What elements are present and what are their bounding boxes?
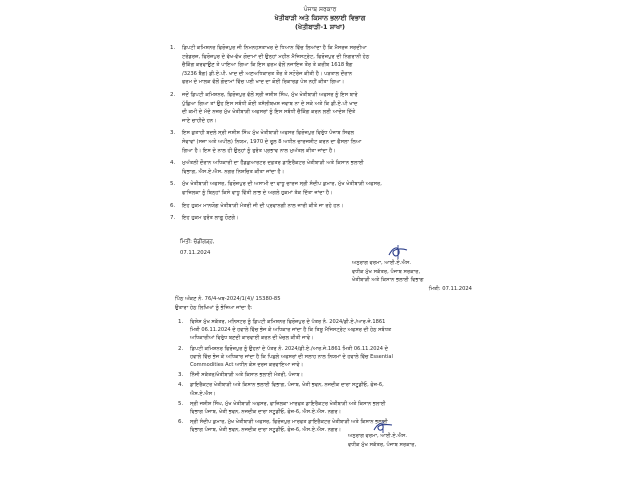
order-text: ਜਦੋਂ ਡਿਪਟੀ ਕਮਿਸ਼ਨਰ, ਫਿਰੋਜ਼ਪੁਰ ਵੱਲੋਂ ਸ੍ਰੀ ਜਸ਼ੀਸ਼ ਸਿੰਘ, ਮੁੱਖ ਖੇਤੀਬਾੜੀ ਅਫਸਰ ਨੂੰ ਇਸ ਬਾਰੇ ਪੁੱਛਿਆ ਗਿਆ ਤਾਂ ਉਹ ਇਸ ਸਬੰਧੀ ਕੋਈ ਤਸੱਲੀਬਖਸ਼ ਜਵਾਬ ਨਾ ਦੇ ਸਕੇ ਅਤੇ ਕਿ ਡੀ.ਏ.ਪੀ ਖਾਦ ਦੀ ਕਮੀ ਦੇ ਮੱਦੇ ਨਜ਼ਰ ਮੁੱਖ ਖੇਤੀਬਾੜੀ ਅਫਸਰਾਂ ਨੂੰ ਇਸ ਸਬੰਧੀ ਚੈਕਿੰਗ ਕਰਨ ਲਈ ਆਦੇਸ਼ ਦਿੱਤੇ ਜਾਣੇ ਚਾਹੀਦੇ ਹਨ। xyxy=(182,91,358,124)
order-item xyxy=(170,44,475,87)
letterhead xyxy=(0,5,640,32)
branch-name: (ਖੇਤੀਬਾੜੀ-1 ਸ਼ਾਖਾ) xyxy=(295,23,345,31)
signature-block-2 xyxy=(348,432,478,450)
signatory-name: ਅਨੁਰਾਗ ਵਰਮਾ, ਆਈ.ਏ.ਐਸ. xyxy=(348,433,408,439)
copy-to-item xyxy=(178,371,478,379)
order-item xyxy=(170,91,475,125)
order-number: 7. xyxy=(170,215,176,222)
order-text: ਇਸ ਕੁਤਾਹੀ ਬਦਲੇ ਸ੍ਰੀ ਜਸ਼ੀਸ਼ ਸਿੰਘ ਮੁੱਖ ਖੇਤੀਬਾੜੀ ਅਫਸਰ ਫਿਰੋਜ਼ਪੁਰ ਵਿਰੁੱਧ ਪੰਜਾਬ ਸਿਵਲ ਸੇਵਾਵਾਂ (ਸਜ਼ਾ ਅਤੇ ਅਪੀਲ) ਨਿਯਮ, 1970 ਦੇ ਰੂਲ 8 ਅਧੀਨ ਚਾਰਜਸ਼ੀਟ ਕਰਨ ਦਾ ਫੈਸਲਾ ਲਿਆ ਗਿਆ ਹੈ। ਇਸ ਦੇ ਨਾਲ ਹੀ ਉਨ੍ਹਾਂ ਨੂੰ ਤੁਰੰਤ ਪ੍ਰਭਾਵ ਨਾਲ ਮੁਅੱਤਲ ਕੀਤਾ ਜਾਂਦਾ ਹੈ। xyxy=(182,130,362,154)
copy-to-text: ਡਿਪਟੀ ਕਮਿਸ਼ਨਰ ਫਿਰੋਜ਼ਪੁਰ ਨੂੰ ਉਹਨਾਂ ਦੇ ਪੱਤਰ ਨੰ. 2024/ਡੀ.ਏ./ਆਰ.ਜੇ.1861 ਮਿਤੀ 06.11.2024 ਦੇ ਹਵਾਲੇ ਵਿੱਚ ਭੇਜ ਕੇ ਅਧਿਕਾਰ ਜਾਂਦਾ ਹੈ ਕਿ ਪਿਛਲੇ ਅਫਸਰਾਂ ਦੀ ਸਲਾਹ ਨਾਲ ਨਿਯਮਾਂ ਦੇ ਹਵਾਲੇ ਵਿੱਚ Essential Commodities Act ਅਧੀਨ ਕੇਸ ਦਰਜ ਕਰਵਾਇਆ ਜਾਵੇ। xyxy=(190,345,393,369)
order-text: ਇਹ ਹੁਕਮ ਤੁਰੰਤ ਲਾਗੂ ਹੋਣਗੇ। xyxy=(182,215,239,222)
order-number: 1. xyxy=(170,45,176,51)
order-number: 4. xyxy=(170,160,176,167)
order-number: 6. xyxy=(170,202,176,209)
copy-to-number: 3. xyxy=(178,372,184,379)
copy-to-text: ਵਿਸ਼ੇਸ਼ ਮੁੱਖ ਸਕੱਤਰ, ਮਨਿਸਟਰ ਨੂੰ ਡਿਪਟੀ ਕਮਿਸ਼ਨਰ ਫਿਰੋਜ਼ਪੁਰ ਦੇ ਪੱਤਰ ਨੰ. 2024/ਡੀ.ਏ./ਆਰ.ਜੇ.1861 ਮਿਤੀ 06.11.2024 ਦੇ ਹਵਾਲੇ ਵਿੱਚ ਭੇਜ ਕੇ ਅਧਿਕਾਰ ਜਾਂਦਾ ਹੈ ਕਿ ਤਿਸ਼ੂ ਮੈਜਿਸਟ੍ਰੇਟ ਅਫਸਰ ਦੀ ਹੇਠ ਸਬੰਧਤ ਅਧਿਕਾਰੀਆਂ ਵਿਰੁੱਧ ਬਣਦੀ ਕਾਰਵਾਈ ਕਰਨ ਦੀ ਖੇਚਲ ਕੀਤੀ ਜਾਵੇ। xyxy=(190,319,392,342)
signatory-department: ਖੇਤੀਬਾੜੀ ਅਤੇ ਕਿਸਾਨ ਭਲਾਈ ਵਿਭਾਗ xyxy=(352,277,424,284)
signature-date: ਮਿਤੀ: 07.11.2024 xyxy=(428,285,472,292)
copy-to-item xyxy=(178,318,478,343)
copy-to-item xyxy=(178,400,478,416)
order-item xyxy=(170,159,475,176)
signatory-designation: ਵਧੀਕ ਮੁੱਖ ਸਕੱਤਰ, ਪੰਜਾਬ ਸਰਕਾਰ, xyxy=(348,442,417,448)
copy-to-number: 5. xyxy=(178,400,184,407)
copy-to-text: ਸ੍ਰੀ ਜਸ਼ੀਸ਼ ਸਿੰਘ, ਮੁੱਖ ਖੇਤੀਬਾੜੀ ਅਫਸਰ, ਫਾਜ਼ਿਲਕਾ ਮਾਰਫਤ ਡਾਇਰੈਕਟਰ ਖੇਤੀਬਾੜੀ ਅਤੇ ਕਿਸਾਨ ਭਲਾਈ ਵਿਭਾਗ ਪੰਜਾਬ, ਖੇਤੀ ਭਵਨ, ਨਜਦੀਕ ਦਾਰਾ ਸਟੂਡੀਓ, ਫੇਜ਼-6, ਐਸ.ਏ.ਐਸ. ਨਗਰ। xyxy=(190,400,386,416)
order-number: 3. xyxy=(170,130,176,137)
order-text: ਮੁਅੱਤਲੀ ਦੌਰਾਨ ਅਧਿਕਾਰੀ ਦਾ ਹੈੱਡਕੁਆਰਟਰ ਦਫ਼ਤਰ ਡਾਇਰੈਕਟਰ ਖੇਤੀਬਾੜੀ ਅਤੇ ਕਿਸਾਨ ਭਲਾਈ ਵਿਭਾਗ, ਐਸ.ਏ.ਐਸ. ਨਗਰ ਨਿਸ਼ਚਿਤ ਕੀਤਾ ਜਾਂਦਾ ਹੈ। xyxy=(182,160,364,175)
signature-mark-1 xyxy=(386,244,410,260)
copy-to-number: 6. xyxy=(178,419,184,426)
order-number: 5. xyxy=(170,181,176,188)
copy-to-number: 2. xyxy=(178,345,184,352)
endorsement-number: ਪਿੱਠ ਅੰਕਣ ਨੰ. 76/4-ਖਬ-2024/1(4)/ 15380-85 xyxy=(175,296,281,302)
place-date-block xyxy=(180,237,214,259)
issue-place: ਮਿਤੀ: ਚੰਡੀਗੜ੍ਹ, xyxy=(180,239,215,245)
order-item xyxy=(170,202,475,211)
signatory-designation: ਵਧੀਕ ਮੁੱਖ ਸਕੱਤਰ, ਪੰਜਾਬ ਸਰਕਾਰ, xyxy=(352,268,421,275)
order-text: ਇਹ ਹੁਕਮ ਮਾਨਯੋਗ ਖੇਤੀਬਾੜੀ ਮੰਤਰੀ ਜੀ ਦੀ ਪ੍ਰਵਾਨਗੀ ਨਾਲ ਜਾਰੀ ਕੀਤੇ ਜਾ ਰਹੇ ਹਨ। xyxy=(182,202,344,209)
order-text: ਡਿਪਟੀ ਕਮਿਸ਼ਨਰ ਫਿਰੋਜ਼ਪੁਰ ਜੀ ਨਿਮਨਹਸਤਾਖਰ ਦੇ ਧਿਆਨ ਵਿੱਚ ਲਿਆਂਦਾ ਹੈ ਕਿ ਮੈਸਰਜ਼ ਸਰਦੀਆ ਟਰੇਡਰਜ਼, ਫਿਰੋਜ਼ਪੁਰ ਦੇ ਵੱਖ-ਵੱਖ ਗੋਦਾਮਾਂ ਦੀ ਉਨ੍ਹਾਂ ਮਹੀਨ ਮੈਜਿਸਟ੍ਰੇਟ, ਫਿਰੋਜ਼ਪੁਰ ਦੀ ਨਿਗਰਾਨੀ ਹੇਠ ਚੈਕਿੰਗ ਕਰਵਾਉਣ ਤੇ ਪਾਇਆ ਗਿਆ ਕਿ ਇਸ ਫਰਮ ਵੱਲੋਂ ਨਜਾਇਜ਼ ਤੌਰ ਤੇ ਕਰੀਬ 1618 ਬੈਗ /3236 ਬੈਗ) ਡੀ.ਏ.ਪੀ. ਖਾਦ ਦੀ ਅਣਅਧਿਕਾਰਤ ਤੌਰ ਤੇ ਸਟੋਰੇਜ ਕੀਤੀ ਹੈ। ਪੜਤਾਲ ਦੌਰਾਨ ਫਰਮ ਦੇ ਮਾਲਕ ਵੱਲੋਂ ਗੋਦਾਮਾਂ ਵਿੱਚ ਪਈ ਖਾਦ ਦਾ ਕੋਈ ਰਿਕਾਰਡ ਪੇਸ਼ ਨਹੀਂ ਕੀਤਾ ਗਿਆ। xyxy=(182,45,370,86)
endorsement-intro: ਉਤਾਰਾ ਹੇਠ ਲਿਖਿਆਂ ਨੂੰ ਭੇਜਿਆ ਜਾਂਦਾ ਹੈ: xyxy=(175,305,253,311)
copy-to-item xyxy=(178,345,478,370)
issue-date: 07.11.2024 xyxy=(180,250,211,256)
order-item xyxy=(170,129,475,155)
copy-to-list xyxy=(178,318,478,437)
department-name: ਖੇਤੀਬਾੜੀ ਅਤੇ ਕਿਸਾਨ ਭਲਾਈ ਵਿਭਾਗ xyxy=(274,14,366,22)
order-list xyxy=(170,44,475,227)
signature-block-1 xyxy=(352,259,472,293)
order-number: 2. xyxy=(170,91,176,98)
copy-to-number: 4. xyxy=(178,382,184,389)
order-text: ਮੁੱਖ ਖੇਤੀਬਾੜੀ ਅਫਸਰ, ਫਿਰੋਜ਼ਪੁਰ ਦੀ ਅਸਾਮੀ ਦਾ ਵਾਧੂ ਚਾਰਜ ਸ੍ਰੀ ਸੰਦੀਪ ਕੁਮਾਰ, ਮੁੱਖ ਖੇਤੀਬਾੜੀ ਅਫਸਰ, ਫਾਜ਼ਿਲਕਾ ਨੂੰ ਬਿਨ੍ਹਾਂ ਕਿਸੇ ਵਾਧੂ ਵਿੱਤੀ ਲਾਭ ਦੇ ਅਗਲੇ ਹੁਕਮਾਂ ਤੱਕ ਦਿੱਤਾ ਜਾਂਦਾ ਹੈ। xyxy=(182,181,382,196)
government-name: ਪੰਜਾਬ ਸਰਕਾਰ xyxy=(303,6,337,13)
order-item xyxy=(170,214,475,223)
signatory-name: ਅਨੁਰਾਗ ਵਰਮਾ, ਆਈ.ਏ.ਐਸ. xyxy=(352,260,412,266)
copy-to-text: ਨਿੱਜੀ ਸਕੱਤਰ/ਖੇਤੀਬਾੜੀ ਅਤੇ ਕਿਸਾਨ ਭਲਾਈ ਮੰਤਰੀ, ਪੰਜਾਬ। xyxy=(190,372,304,379)
copy-to-text: ਸ੍ਰੀ ਸੰਦੀਪ ਕੁਮਾਰ, ਮੁੱਖ ਖੇਤੀਬਾੜੀ ਅਫਸਰ, ਫਿਰੋਜ਼ਪੁਰ ਮਾਰਫਤ ਡਾਇਰੈਕਟਰ ਖੇਤੀਬਾੜੀ ਅਤੇ ਕਿਸਾਨ ਭਲਾਈ ਵਿਭਾਗ ਪੰਜਾਬ, ਖੇਤੀ ਭਵਨ, ਨਜਦੀਕ ਦਾਰਾ ਸਟੂਡੀਓ, ਫੇਜ਼-6, ਐਸ.ਏ.ਐਸ. ਨਗਰ। xyxy=(190,419,388,434)
copy-to-item xyxy=(178,381,478,397)
copy-to-text: ਡਾਇਰੈਕਟਰ ਖੇਤੀਬਾੜੀ ਅਤੇ ਕਿਸਾਨ ਭਲਾਈ ਵਿਭਾਗ, ਪੰਜਾਬ, ਖੇਤੀ ਭਵਨ, ਨਜਦੀਕ ਦਾਰਾ ਸਟੂਡੀਓ, ਫੇਜ਼-6, ਐਸ.ਏ.ਐਸ। xyxy=(190,382,384,397)
order-item xyxy=(170,180,475,197)
copy-to-number: 1. xyxy=(178,319,184,325)
